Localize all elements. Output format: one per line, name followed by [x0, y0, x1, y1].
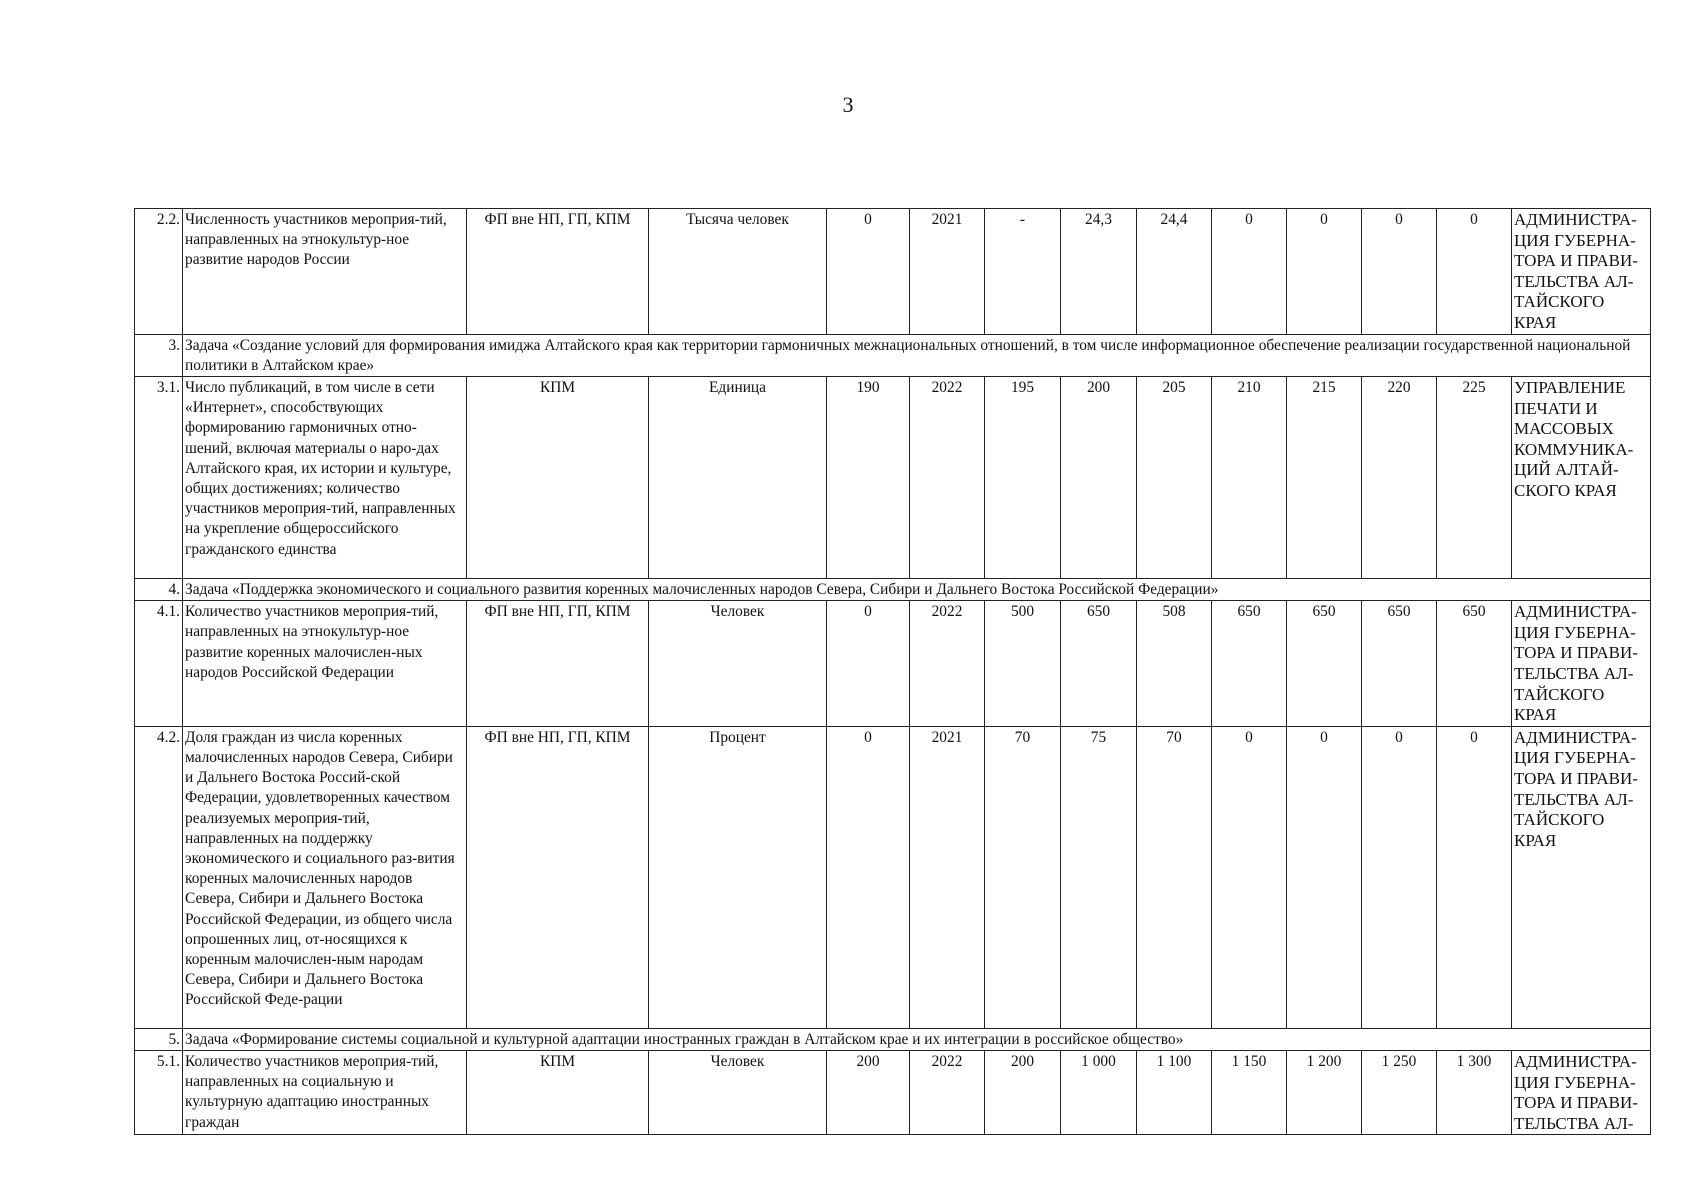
value-cell: 220	[1362, 376, 1437, 578]
task-title: Задача «Создание условий для формирования имиджа Алтайского края как территории гармоничных межнациональных отношений, в том числе информационное обеспечение реализации государственной национальной политики в Алтайском крае»	[183, 334, 1651, 376]
row-number: 4.1.	[135, 601, 183, 727]
value-cell: 500	[985, 601, 1061, 727]
value-cell: 650	[1437, 601, 1512, 727]
table-row	[135, 209, 1651, 335]
indicators-table	[134, 208, 1651, 1135]
indicator-level: ФП вне НП, ГП, КПМ	[467, 726, 649, 1028]
responsible: УПРАВЛЕНИЕ ПЕЧАТИ И МАССОВЫХ КОММУНИКА-ЦИЙ АЛТАЙ-СКОГО КРАЯ	[1512, 376, 1651, 578]
table-row	[135, 376, 1651, 578]
value-cell: 70	[1137, 726, 1212, 1028]
value-cell: 0	[1287, 209, 1362, 335]
table-row	[135, 578, 1651, 600]
responsible: АДМИНИСТРА-ЦИЯ ГУБЕРНА-ТОРА И ПРАВИ-ТЕЛЬСТВА АЛ-ТАЙСКОГО КРАЯ	[1512, 209, 1651, 335]
value-cell: 0	[1212, 726, 1287, 1028]
value-cell: 0	[1362, 726, 1437, 1028]
indicator-level: ФП вне НП, ГП, КПМ	[467, 209, 649, 335]
task-title: Задача «Формирование системы социальной и культурной адаптации иностранных граждан в Алтайском крае и их интеграции в российское общество»	[183, 1028, 1651, 1050]
base-value: 0	[827, 601, 910, 727]
base-value: 0	[827, 726, 910, 1028]
table-row	[135, 601, 1651, 727]
value-cell: 0	[1437, 726, 1512, 1028]
indicator-name: Численность участников мероприя-тий, направленных на этнокультур-ное развитие народов России	[183, 209, 467, 335]
value-cell: -	[985, 209, 1061, 335]
base-value: 0	[827, 209, 910, 335]
row-number: 3.1.	[135, 376, 183, 578]
row-number: 3.	[135, 334, 183, 376]
indicator-name: Доля граждан из числа коренных малочисленных народов Севера, Сибири и Дальнего Востока Россий-ской Федерации, удовлетворенных качеством реализуемых мероприя-тий, направленных на поддержку экономического и социального раз-вития коренных малочисленных народов Севера, Сибири и Дальнего Востока Российской Федерации, из общего числа опрошенных лиц, от-носящихся к коренным малочислен-ным народам Севера, Сибири и Дальнего Востока Российской Феде-рации	[183, 726, 467, 1028]
value-cell: 650	[1061, 601, 1137, 727]
value-cell: 200	[1061, 376, 1137, 578]
unit: Процент	[649, 726, 827, 1028]
responsible: АДМИНИСТРА-ЦИЯ ГУБЕРНА-ТОРА И ПРАВИ-ТЕЛЬСТВА АЛ-ТАЙСКОГО КРАЯ	[1512, 601, 1651, 727]
base-year: 2022	[910, 376, 985, 578]
value-cell: 650	[1287, 601, 1362, 727]
indicator-level: КПМ	[467, 1050, 649, 1134]
value-cell: 508	[1137, 601, 1212, 727]
value-cell: 215	[1287, 376, 1362, 578]
indicator-name: Число публикаций, в том числе в сети «Интернет», способствующих формированию гармоничных отно-шений, включая материалы о наро-дах Алтайского края, их истории и культуре, общих достижениях; количество участников мероприя-тий, направленных на укрепление общероссийского гражданского единства	[183, 376, 467, 578]
indicator-name: Количество участников мероприя-тий, направленных на этнокультур-ное развитие коренных малочислен-ных народов Российской Федерации	[183, 601, 467, 727]
base-year: 2022	[910, 601, 985, 727]
indicator-level: КПМ	[467, 376, 649, 578]
indicator-name: Количество участников мероприя-тий, направленных на социальную и культурную адаптацию иностранных граждан	[183, 1050, 467, 1134]
row-number: 5.1.	[135, 1050, 183, 1134]
row-number: 2.2.	[135, 209, 183, 335]
table-row	[135, 1028, 1651, 1050]
value-cell: 1 100	[1137, 1050, 1212, 1134]
table-row	[135, 1050, 1651, 1134]
responsible: АДМИНИСТРА-ЦИЯ ГУБЕРНА-ТОРА И ПРАВИ-ТЕЛЬСТВА АЛ-	[1512, 1050, 1651, 1134]
value-cell: 1 150	[1212, 1050, 1287, 1134]
value-cell: 210	[1212, 376, 1287, 578]
value-cell: 1 200	[1287, 1050, 1362, 1134]
indicator-level: ФП вне НП, ГП, КПМ	[467, 601, 649, 727]
unit: Тысяча человек	[649, 209, 827, 335]
value-cell: 650	[1212, 601, 1287, 727]
value-cell: 75	[1061, 726, 1137, 1028]
base-year: 2022	[910, 1050, 985, 1134]
value-cell: 225	[1437, 376, 1512, 578]
unit: Человек	[649, 601, 827, 727]
table-row	[135, 726, 1651, 1028]
row-number: 4.	[135, 578, 183, 600]
table-row	[135, 334, 1651, 376]
unit: Человек	[649, 1050, 827, 1134]
value-cell: 1 300	[1437, 1050, 1512, 1134]
base-year: 2021	[910, 209, 985, 335]
value-cell: 70	[985, 726, 1061, 1028]
value-cell: 205	[1137, 376, 1212, 578]
value-cell: 650	[1362, 601, 1437, 727]
value-cell: 0	[1437, 209, 1512, 335]
base-year: 2021	[910, 726, 985, 1028]
value-cell: 195	[985, 376, 1061, 578]
row-number: 5.	[135, 1028, 183, 1050]
value-cell: 0	[1287, 726, 1362, 1028]
page-number: 3	[842, 92, 854, 117]
task-title: Задача «Поддержка экономического и социального развития коренных малочисленных народов Севера, Сибири и Дальнего Востока Российской Федерации»	[183, 578, 1651, 600]
row-number: 4.2.	[135, 726, 183, 1028]
value-cell: 0	[1362, 209, 1437, 335]
value-cell: 0	[1212, 209, 1287, 335]
value-cell: 200	[985, 1050, 1061, 1134]
value-cell: 24,3	[1061, 209, 1137, 335]
base-value: 200	[827, 1050, 910, 1134]
value-cell: 1 000	[1061, 1050, 1137, 1134]
base-value: 190	[827, 376, 910, 578]
unit: Единица	[649, 376, 827, 578]
value-cell: 24,4	[1137, 209, 1212, 335]
value-cell: 1 250	[1362, 1050, 1437, 1134]
responsible: АДМИНИСТРА-ЦИЯ ГУБЕРНА-ТОРА И ПРАВИ-ТЕЛЬСТВА АЛ-ТАЙСКОГО КРАЯ	[1512, 726, 1651, 1028]
